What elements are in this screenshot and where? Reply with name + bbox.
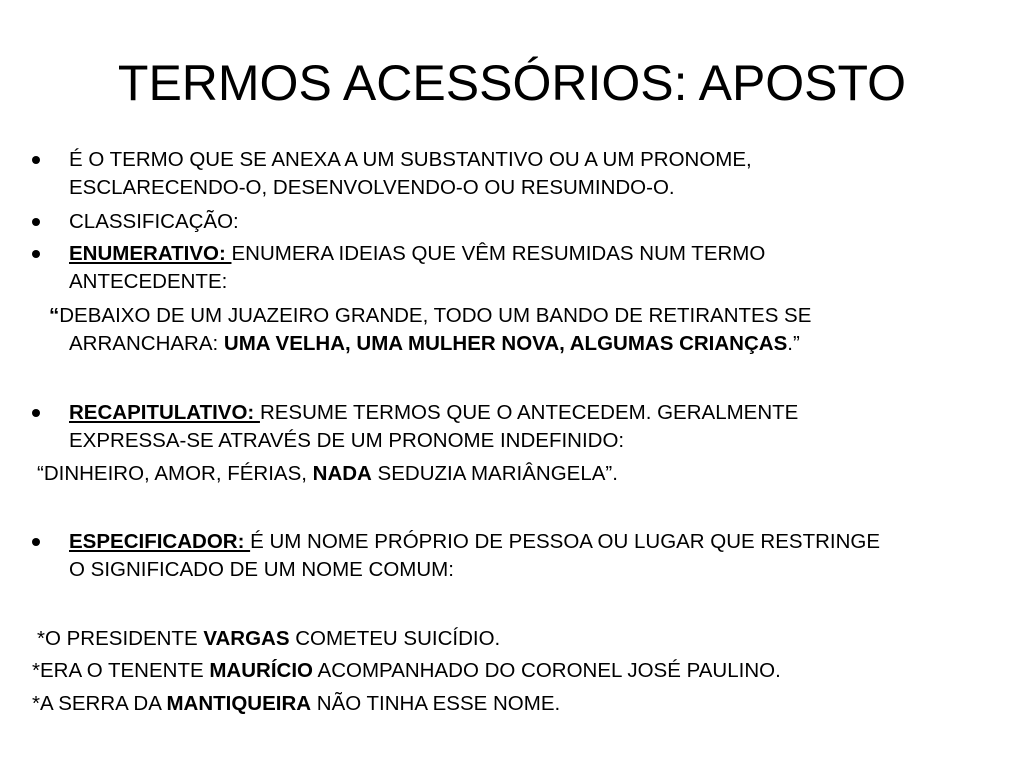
example-text: “DINHEIRO, AMOR, FÉRIAS, bbox=[37, 462, 313, 485]
especificador-line-1 bbox=[69, 528, 880, 556]
recapitulativo-line-1 bbox=[69, 399, 798, 427]
aposto-highlight: NADA bbox=[312, 462, 372, 485]
especificador-example-3 bbox=[32, 690, 560, 718]
bullet-icon bbox=[32, 409, 40, 417]
enumerativo-example-text: DEBAIXO DE UM JUAZEIRO GRANDE, TODO UM BANDO DE RETIRANTES SE bbox=[59, 304, 812, 327]
example-text: *ERA O TENENTE bbox=[32, 659, 210, 682]
example-text: ACOMPANHADO DO CORONEL JOSÉ PAULINO. bbox=[312, 659, 781, 682]
example-text: *A SERRA DA bbox=[32, 692, 167, 715]
aposto-highlight: MANTIQUEIRA bbox=[166, 692, 312, 715]
bullet-icon bbox=[32, 250, 40, 258]
aposto-highlight: MAURÍCIO bbox=[209, 659, 313, 682]
enumerativo-example-line-1 bbox=[49, 302, 811, 330]
example-text: .” bbox=[787, 332, 800, 355]
example-text: ARRANCHARA: bbox=[69, 332, 224, 355]
enumerativo-line-1 bbox=[69, 240, 765, 268]
enumerativo-example-line-2 bbox=[69, 330, 800, 358]
especificador-definition: É UM NOME PRÓPRIO DE PESSOA OU LUGAR QUE RESTRINGE bbox=[250, 530, 881, 553]
classification-label: CLASSIFICAÇÃO: bbox=[69, 210, 239, 233]
enumerativo-term: ENUMERATIVO: bbox=[69, 242, 232, 265]
bullet-icon bbox=[32, 538, 40, 546]
especificador-term: ESPECIFICADOR: bbox=[69, 530, 251, 553]
example-text: COMETEU SUICÍDIO. bbox=[289, 627, 501, 650]
example-text: SEDUZIA MARIÂNGELA”. bbox=[371, 462, 618, 485]
especificador-line-2: O SIGNIFICADO DE UM NOME COMUM: bbox=[69, 558, 454, 581]
aposto-highlight: UMA VELHA, UMA MULHER NOVA, ALGUMAS CRIANÇAS bbox=[223, 332, 788, 355]
aposto-highlight: VARGAS bbox=[203, 627, 290, 650]
especificador-example-1 bbox=[37, 625, 500, 653]
especificador-example-2 bbox=[32, 657, 781, 685]
definition-line-2: ESCLARECENDO-O, DESENVOLVENDO-O OU RESUMINDO-O. bbox=[69, 176, 675, 199]
recapitulativo-example bbox=[37, 460, 618, 488]
enumerativo-line-2: ANTECEDENTE: bbox=[69, 270, 228, 293]
example-text: NÃO TINHA ESSE NOME. bbox=[311, 692, 561, 715]
definition-line-1: É O TERMO QUE SE ANEXA A UM SUBSTANTIVO OU A UM PRONOME, bbox=[69, 148, 752, 171]
open-quote: “ bbox=[49, 304, 60, 327]
slide-title: TERMOS ACESSÓRIOS: APOSTO bbox=[117, 55, 907, 111]
bullet-icon bbox=[32, 218, 40, 226]
enumerativo-definition: ENUMERA IDEIAS QUE VÊM RESUMIDAS NUM TERMO bbox=[231, 242, 766, 265]
bullet-icon bbox=[32, 156, 40, 164]
example-text: *O PRESIDENTE bbox=[37, 627, 204, 650]
recapitulativo-line-2: EXPRESSA-SE ATRAVÉS DE UM PRONOME INDEFINIDO: bbox=[69, 429, 625, 452]
recapitulativo-definition: RESUME TERMOS QUE O ANTECEDEM. GERALMENTE bbox=[259, 401, 799, 424]
recapitulativo-term: RECAPITULATIVO: bbox=[69, 401, 260, 424]
